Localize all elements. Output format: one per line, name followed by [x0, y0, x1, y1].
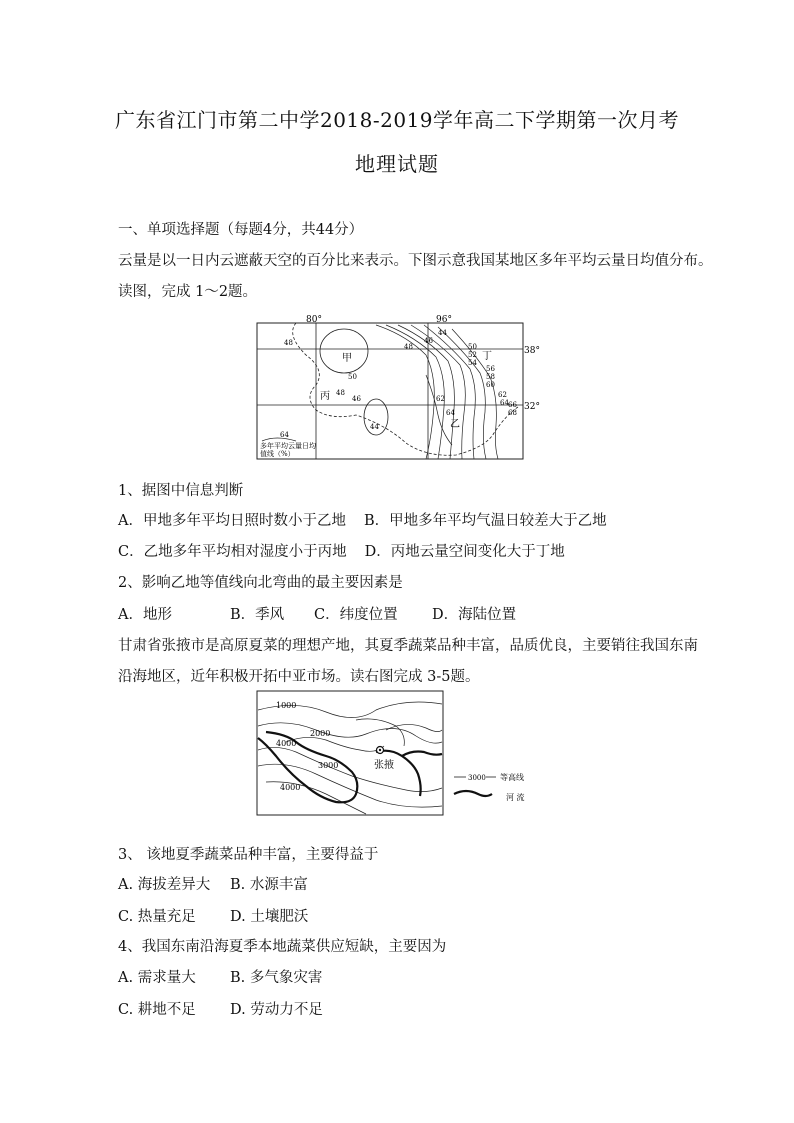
legend-river-label: 河 流 [506, 793, 525, 802]
q2-option-c[interactable]: C．纬度位置 [314, 607, 398, 623]
contour-label: 48 [404, 343, 413, 351]
q3-options-row2 [118, 905, 308, 926]
contour-label: 56 [486, 365, 495, 373]
contour-label: 44 [438, 329, 447, 337]
q4-options-row2 [118, 998, 323, 1019]
lon-label-80: 80° [306, 315, 322, 325]
q3-option-b[interactable]: B. 水源丰富 [230, 877, 308, 893]
contour-label: 48 [336, 389, 345, 397]
q4-option-b[interactable]: B. 多气象灾害 [230, 970, 323, 986]
contour-label: 50 [468, 343, 477, 351]
contour-label: 62 [436, 395, 445, 403]
contour-label: 62 [498, 391, 507, 399]
q1-option-b[interactable]: B．甲地多年平均气温日较差大于乙地 [363, 513, 607, 529]
contour-label-4000: 4000 [276, 739, 297, 748]
section-heading: 一、单项选择题（每题4分，共44分） [118, 222, 364, 238]
contour-label: 48 [284, 339, 293, 347]
contour-label-2000: 2000 [310, 729, 331, 738]
contour-label: 50 [348, 373, 357, 381]
place-label-yi: 乙 [450, 419, 460, 430]
lat-label-32: 32° [524, 402, 540, 412]
contour-label: 52 [468, 351, 477, 359]
zhangye-contour-map [256, 690, 556, 817]
city-label-zhangye: 张掖 [374, 760, 394, 771]
legend-text-line2: 值线（%） [260, 450, 295, 458]
passage2-line1: 甘肃省张掖市是高原夏菜的理想产地，其夏季蔬菜品种丰富，品质优良，主要销往我国东南 [118, 638, 698, 654]
exam-title-line2: 地理试题 [355, 152, 439, 176]
q1-option-d[interactable]: D．丙地云量空间变化大于丁地 [364, 544, 565, 560]
lon-label-96: 96° [436, 315, 452, 325]
contour-label: 60 [486, 381, 495, 389]
contour-label-3000: 3000 [318, 761, 339, 770]
q3-option-c[interactable]: C. 热量充足 [118, 909, 196, 925]
q4-option-a[interactable]: A. 需求量大 [118, 970, 196, 986]
place-label-jia: 甲 [342, 353, 352, 364]
map2-legend [454, 772, 525, 802]
q2-option-a[interactable]: A．地形 [118, 607, 172, 623]
contour-label-4000b: 4000 [280, 783, 301, 792]
exam-title-line1: 广东省江门市第二中学2018-2019学年高二下学期第一次月考 [114, 108, 680, 132]
contour-label: 54 [468, 359, 477, 367]
passage1-line2: 读图，完成 1～2题。 [118, 284, 258, 300]
q1-options-row2 [118, 540, 565, 561]
lat-label-38: 38° [524, 346, 540, 356]
q1-stem: 1、据图中信息判断 [118, 483, 244, 499]
q2-options [118, 603, 516, 624]
contour-label: 58 [486, 373, 495, 381]
q2-stem: 2、影响乙地等值线向北弯曲的最主要因素是 [118, 575, 403, 591]
contour-label: 66 [508, 401, 517, 409]
q4-stem: 4、我国东南沿海夏季本地蔬菜供应短缺，主要因为 [118, 939, 447, 955]
passage1-line1: 云量是以一日内云遮蔽天空的百分比来表示。下图示意我国某地区多年平均云量日均值分布。 [118, 253, 713, 269]
q4-option-d[interactable]: D. 劳动力不足 [230, 1002, 323, 1018]
q3-option-a[interactable]: A. 海拔差异大 [118, 877, 211, 893]
place-label-ding: 丁 [482, 351, 492, 362]
q1-option-a[interactable]: A．甲地多年平均日照时数小于乙地 [118, 513, 346, 529]
legend-contour-value: 3000 [468, 774, 486, 782]
q2-option-d[interactable]: D．海陆位置 [432, 607, 517, 623]
q3-options-row1 [118, 873, 308, 894]
contour-label: 44 [370, 423, 379, 431]
place-label-bing: 丙 [320, 391, 330, 402]
q3-stem: 3、 该地夏季蔬菜品种丰富，主要得益于 [118, 847, 379, 863]
contour-label: 46 [352, 395, 361, 403]
q1-option-c[interactable]: C．乙地多年平均相对湿度小于丙地 [118, 544, 347, 560]
q3-option-d[interactable]: D. 土壤肥沃 [230, 909, 309, 925]
legend-contour-label: 等高线 [500, 773, 524, 782]
cloud-cover-map [256, 315, 546, 463]
contour-label: 46 [424, 337, 433, 345]
contour-label-1000: 1000 [276, 701, 297, 710]
passage2-line2: 沿海地区，近年积极开拓中亚市场。读右图完成 3-5题。 [118, 669, 480, 685]
contour-label: 64 [500, 399, 509, 407]
q4-options-row1 [118, 966, 322, 987]
contour-label: 68 [508, 409, 517, 417]
contour-label: 64 [446, 409, 455, 417]
legend-text-line1: 多年平均云量日均 [260, 442, 316, 450]
q2-option-b[interactable]: B．季风 [230, 607, 285, 623]
q1-options-row1 [118, 509, 607, 530]
legend-value: 64 [280, 431, 289, 439]
q4-option-c[interactable]: C. 耕地不足 [118, 1002, 196, 1018]
